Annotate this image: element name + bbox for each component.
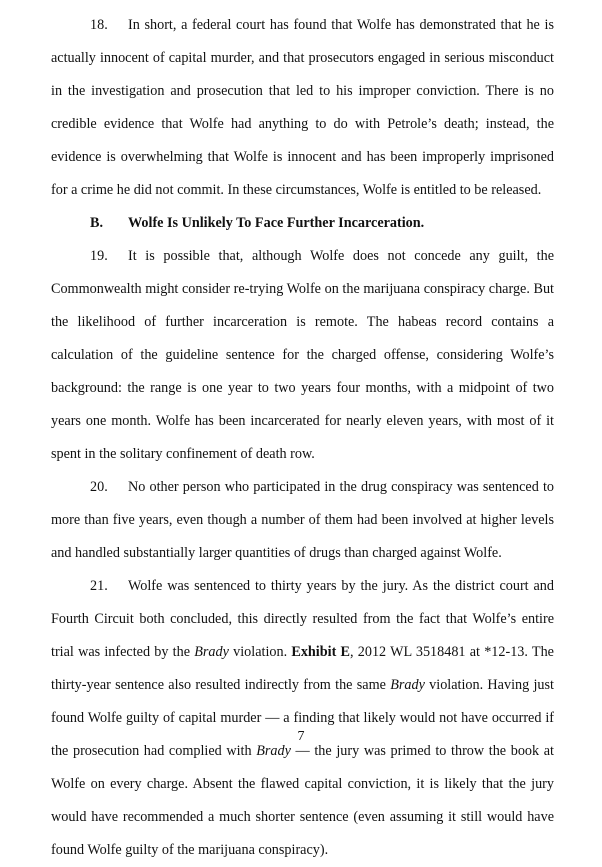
text-segment: violation.	[228, 644, 292, 660]
paragraph-text: In short, a federal court has found that Wolfe has demonstrated that he is actually innocent of capital murder, and that prosecutors engaged in serious misconduct in the investigation and prosecution that led to his improper conviction. There is no credible evidence that Wolfe had anything to do with Petrole’s death; instead, the evidence is overwhelming that Wolfe is innocent and has been improperly imprisoned for a crime he did not commit. In these circumstances, Wolfe is entitled to be released.	[51, 17, 554, 198]
paragraph-number: 21.	[90, 578, 108, 594]
paragraph-number: 19.	[90, 248, 108, 264]
paragraph-number: 20.	[90, 479, 108, 495]
paragraph-20	[51, 471, 554, 570]
text-segment: violation. Having just found Wolfe guilty of capital murder — a finding that likely would not have occurred if the prosecution had complied with	[51, 677, 554, 759]
section-heading-b	[51, 207, 554, 240]
text-segment: — the jury was primed to throw the book at Wolfe on every charge. Absent the flawed capital conviction, it is likely that the jury would have recommended a much shorter sentence (even assuming it still would have found Wolfe guilty of the marijuana conspiracy).	[51, 743, 554, 858]
paragraph-18	[51, 9, 554, 207]
exhibit-reference: Exhibit E	[291, 644, 350, 660]
case-name-citation: Brady	[390, 677, 425, 693]
paragraph-19	[51, 240, 554, 471]
paragraph-number: 18.	[90, 17, 108, 33]
case-name-citation: Brady	[256, 743, 291, 759]
page-number: 7	[297, 729, 305, 744]
paragraph-21	[51, 570, 554, 867]
paragraph-text	[51, 578, 554, 858]
case-name-citation: Brady	[194, 644, 229, 660]
text-segment: , 2012 WL 3518481 at *12-13. The thirty-year sentence also resulted indirectly from the same	[51, 644, 554, 693]
text-segment: Wolfe was sentenced to thirty years by the jury. As the district court and Fourth Circuit both concluded, this directly resulted from the fact that Wolfe’s entire trial was infected by the	[51, 578, 554, 660]
paragraph-text: No other person who participated in the drug conspiracy was sentenced to more than five years, even though a number of them had been involved at higher levels and handled substantially larger quantities of drugs than charged against Wolfe.	[51, 479, 554, 561]
paragraph-text: It is possible that, although Wolfe does not concede any guilt, the Commonwealth might consider re-trying Wolfe on the marijuana conspiracy charge. But the likelihood of further incarceration is remote. The habeas record contains a calculation of the guideline sentence for the charged offense, considering Wolfe’s background: the range is one year to two years four months, with a midpoint of two years one month. Wolfe has been incarcerated for nearly eleven years, with most of it spent in the solitary confinement of death row.	[51, 248, 554, 462]
section-title: Wolfe Is Unlikely To Face Further Incarceration.	[128, 215, 425, 231]
section-label: B.	[90, 215, 104, 231]
